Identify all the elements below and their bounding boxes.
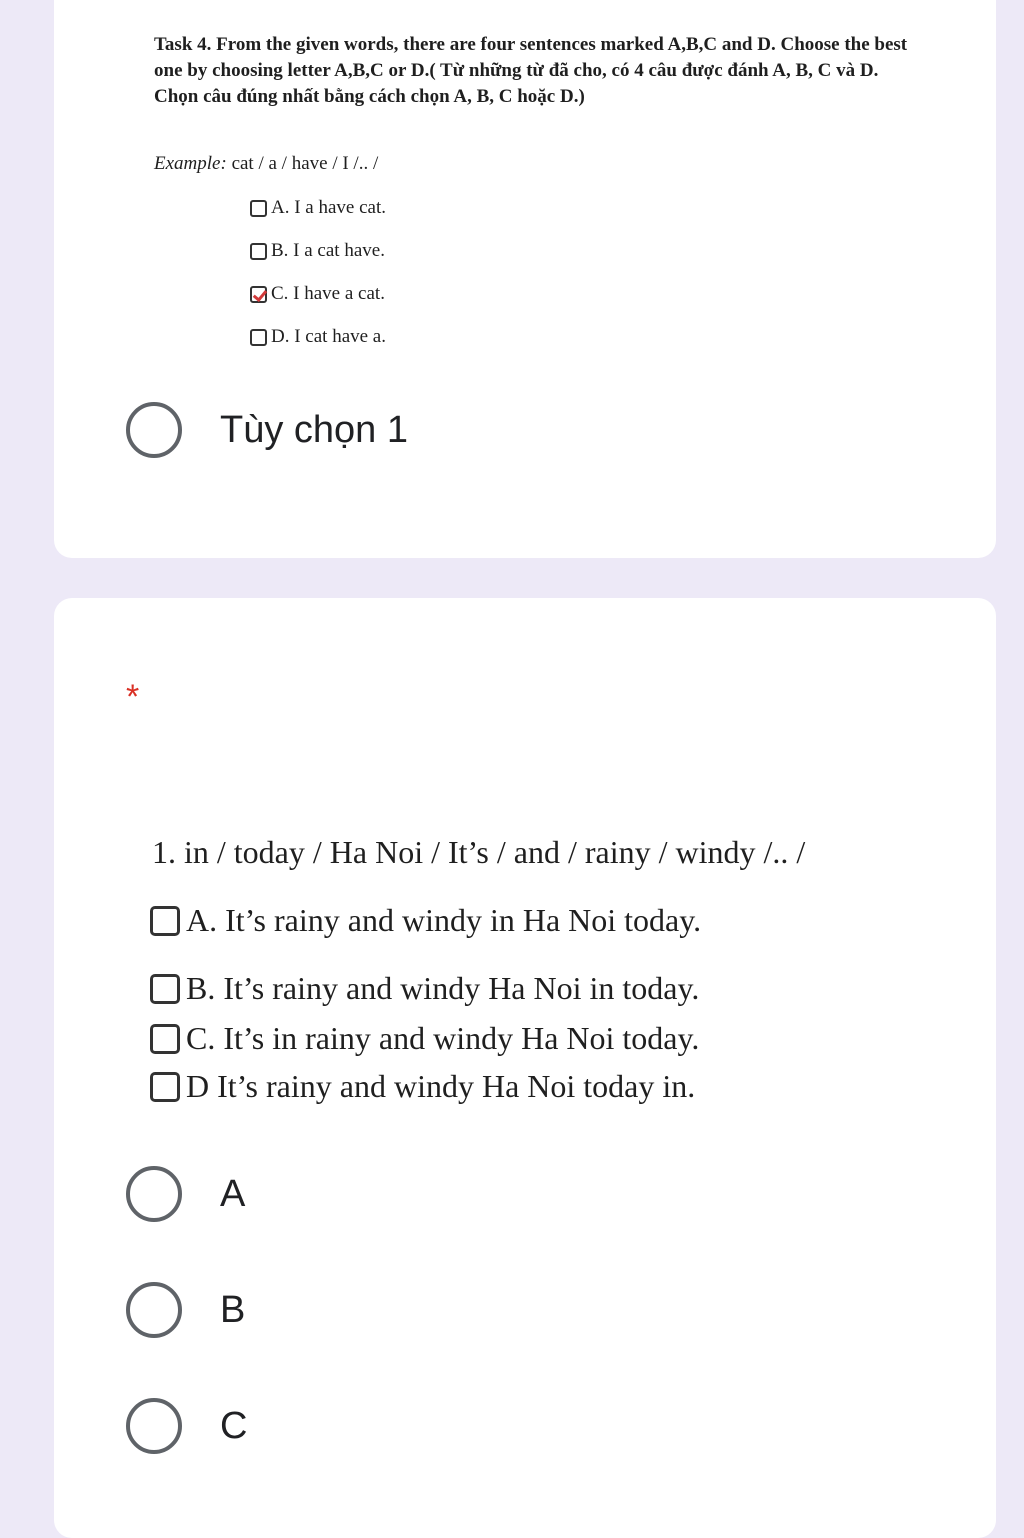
question-option-d: D It’s rainy and windy Ha Noi today in. <box>150 1068 695 1105</box>
question-option-c: C. It’s in rainy and windy Ha Noi today. <box>150 1020 699 1057</box>
task-instructions: Task 4. From the given words, there are four sentences marked A,B,C and D. Choose the best one by choosing letter A,B,C or D.( Từ những từ đã cho, có 4 câu được đánh A, B, C và D. Chọn câu đúng nhất bằng cách chọn A, B, C hoặc D.) <box>154 34 908 107</box>
choice-label: Tùy chọn 1 <box>220 408 408 451</box>
example-option-d: D. I cat have a. <box>250 326 386 348</box>
radio-button-icon[interactable] <box>126 1398 182 1454</box>
choice-label: A <box>220 1172 246 1215</box>
required-marker: * <box>126 678 140 716</box>
choice-option-a[interactable] <box>126 1166 245 1222</box>
checkbox-icon <box>150 974 180 1004</box>
question-card-example <box>54 0 996 558</box>
checkbox-icon <box>150 1072 180 1102</box>
radio-button-icon[interactable] <box>126 402 182 458</box>
question-card-1 <box>54 598 996 1538</box>
checkbox-icon <box>250 329 267 346</box>
question-option-b: B. It’s rainy and windy Ha Noi in today. <box>150 970 699 1007</box>
example-words: cat / a / have / I /.. / <box>231 153 379 174</box>
example-option-a: A. I a have cat. <box>250 197 386 219</box>
choice-option-b[interactable] <box>126 1282 245 1338</box>
example-line <box>154 153 378 175</box>
choice-option-c[interactable] <box>126 1398 247 1454</box>
checkbox-icon <box>250 243 267 260</box>
choice-label: C <box>220 1404 248 1447</box>
question-option-a: A. It’s rainy and windy in Ha Noi today. <box>150 902 701 939</box>
question-prompt: 1. in / today / Ha Noi / It’s / and / rainy / windy /.. / <box>152 834 806 870</box>
checkbox-icon <box>150 1024 180 1054</box>
example-option-b: B. I a cat have. <box>250 240 385 262</box>
choice-option-1[interactable] <box>126 402 408 458</box>
choice-label: B <box>220 1288 246 1331</box>
example-option-c: C. I have a cat. <box>250 283 385 305</box>
checkbox-icon <box>250 200 267 217</box>
checked-checkbox-icon <box>250 286 267 303</box>
example-label: Example: <box>154 153 227 174</box>
radio-button-icon[interactable] <box>126 1282 182 1338</box>
checkbox-icon <box>150 906 180 936</box>
radio-button-icon[interactable] <box>126 1166 182 1222</box>
